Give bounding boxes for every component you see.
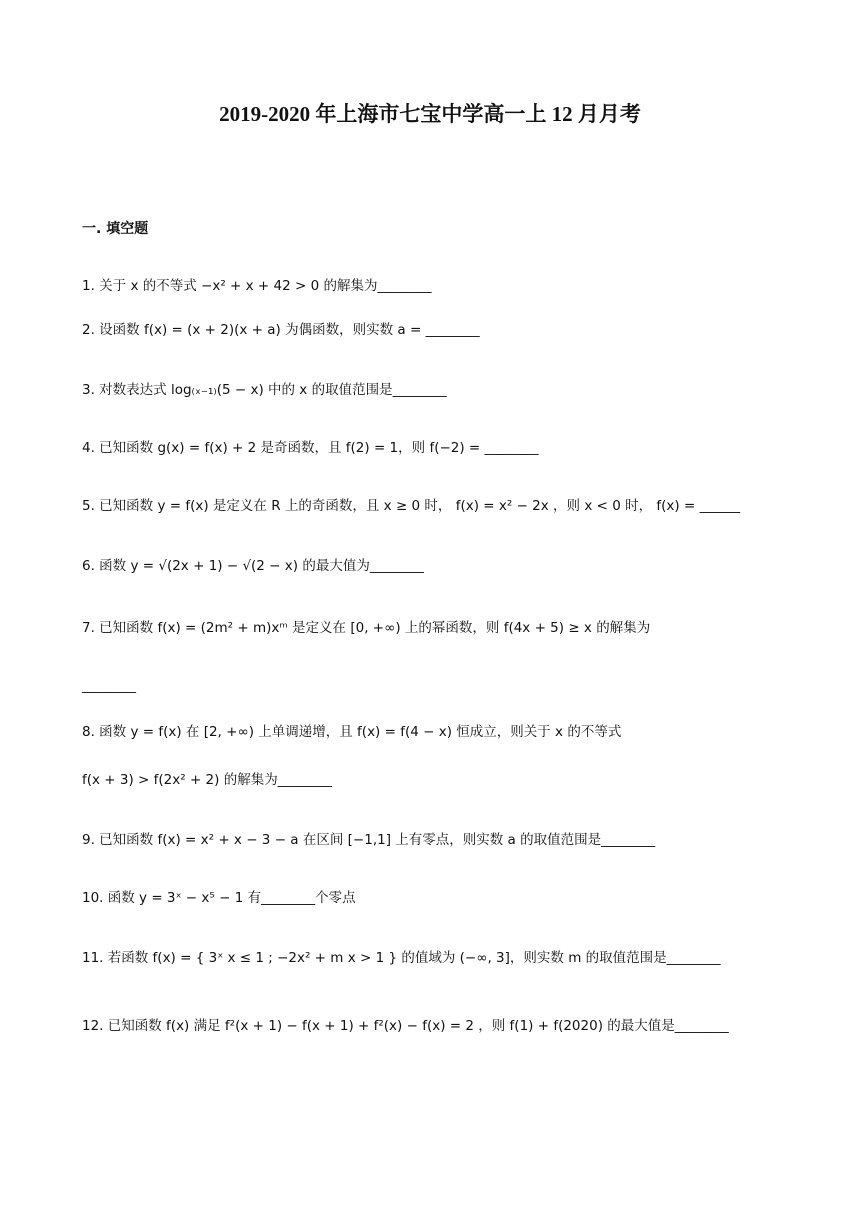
question-10: 10. 函数 y = 3ˣ − x⁵ − 1 有________个零点 [82,890,356,906]
question-9: 9. 已知函数 f(x) = x² + x − 3 − a 在区间 [−1,1] 上有零点，则实数 a 的取值范围是________ [82,832,656,848]
question-2: 2. 设函数 f(x) = (x + 2)(x + a) 为偶函数，则实数 a = ________ [82,322,480,338]
question-12: 12. 已知函数 f(x) 满足 f²(x + 1) − f(x + 1) + f²(x) − f(x) = 2 ，则 f(1) + f(2020) 的最大值是________ [82,1018,729,1034]
question-6: 6. 函数 y = √(2x + 1) − √(2 − x) 的最大值为________ [82,558,424,574]
question-1: 1. 关于 x 的不等式 −x² + x + 42 > 0 的解集为________ [82,278,432,294]
question-11: 11. 若函数 f(x) = { 3ˣ x ≤ 1 ; −2x² + m x > 1 } 的值域为 (−∞, 3]，则实数 m 的取值范围是________ [82,950,721,966]
question-3: 3. 对数表达式 log₍ₓ₋₁₎(5 − x) 中的 x 的取值范围是________ [82,382,447,398]
question-7-blank: ________ [82,678,136,694]
section-heading: 一. 填空题 [82,221,149,237]
question-8: 8. 函数 y = f(x) 在 [2, +∞) 上单调递增，且 f(x) = f(4 − x) 恒成立，则关于 x 的不等式 [82,724,622,740]
question-4: 4. 已知函数 g(x) = f(x) + 2 是奇函数，且 f(2) = 1，则 f(−2) = ________ [82,440,539,456]
question-8-continued: f(x + 3) > f(2x² + 2) 的解集为________ [82,772,332,788]
question-5: 5. 已知函数 y = f(x) 是定义在 R 上的奇函数，且 x ≥ 0 时， f(x) = x² − 2x ，则 x < 0 时， f(x) = ______ [82,498,741,514]
page-title: 2019-2020 年上海市七宝中学高一上 12 月月考 [219,102,641,126]
question-7: 7. 已知函数 f(x) = (2m² + m)xᵐ 是定义在 [0, +∞) 上的幂函数，则 f(4x + 5) ≥ x 的解集为 [82,620,651,636]
